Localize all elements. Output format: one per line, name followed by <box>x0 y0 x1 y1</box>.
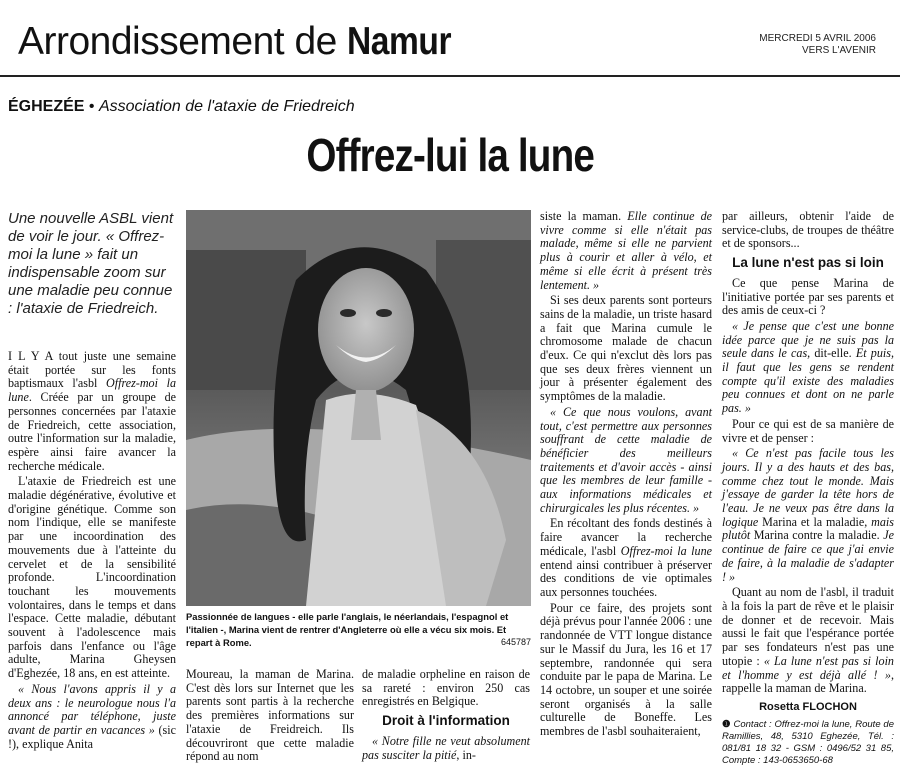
caption-text: Passionnée de langues - elle parle l'anglais, le néerlandais, l'espagnol et l'italien -, Marina vient de rentrer d'Angleterre où elle a vécu six mois. Et repart à Rome. <box>186 611 509 648</box>
text: Elle continue de vivre comme si elle n'était pas malade, même si elle ne parvient plus à courir et aller à vélo, et même si elle écrit à présent très lentement. » <box>540 209 712 292</box>
photo-caption <box>186 610 531 649</box>
paragraph <box>540 517 712 599</box>
paragraph: « Ce que nous voulons, avant tout, c'est permettre aux personnes souffrant de cette maladie de bénéficier des meilleurs traitements et d'avoir accès - ainsi que les membres de leur famille - aux informations médicales et chirurgicales les plus récentes. » <box>540 404 712 515</box>
column-1 <box>8 350 176 753</box>
paragraph <box>722 447 894 584</box>
paragraph: Moureau, la maman de Marina. C'est dès lors sur Internet que les parents sont partis à la recherche des premières informations sur l'ataxie de Freidreich. Ils découvriront que cette maladie répond au nom <box>186 667 354 764</box>
paragraph: L'ataxie de Friedreich est une maladie dégénérative, évolutive et d'origine génétique. Comme son nom l'indique, elle se manifeste par une incoordination des mouvements due à l'atteinte du cervelet et de la sensibilité profonde. L'incoordination touchant les mouvements volontaires, dans le temps et dans l'espace. Cette maladie, débutant souvent à l'adolescence mais parfois dans l'enfance ou l'âge adulte, Marina Gheysen d'Eghezée, 18 ans, en est atteinte. <box>8 474 176 681</box>
paragraph: Si ses deux parents sont porteurs sains de la maladie, un triste hasard a fait que Marina cumule le chromosome malade de chacun d'eux. Ce qui n'exclut dès lors pas que ses deux frères viennent un jour à présenter également des symptômes de la maladie. <box>540 293 712 404</box>
text: Je continue de faire ce que j'ai envie de faire, à la maladie de s'adapter ! » <box>722 528 894 584</box>
text: , in- <box>456 747 476 762</box>
text: Et puis, il faut que les gens se rendent compte qu'il existe des maladies peu connues et dont on ne parle pas. » <box>722 346 894 416</box>
text: Offrez-moi la lune <box>620 543 712 558</box>
issue-date: MERCREDI 5 AVRIL 2006 <box>759 33 876 44</box>
text: , rappelle la maman de Marina. <box>722 667 894 696</box>
text: dit-elle. <box>810 346 856 361</box>
text: « Nous l'avons appris il y a deux ans : le neurologue nous l'a annoncé par téléphone, juste avant de partir en vacances » <box>8 681 176 737</box>
paragraph <box>722 586 894 696</box>
contact-text: Contact : Offrez-moi la lune, Route de Ramillies, 48, 5310 Eghezée, Tél. : 081/81 18 32 - GSM : 0496/52 31 85, Compte : 143-0653650-68 <box>722 718 894 766</box>
text: siste la maman. <box>540 209 628 223</box>
paragraph: Pour ce faire, des projets sont déjà prévus pour l'année 2006 : une randonnée de VTT longue distance sur le Massif du Jura, les 16 et 17 septembre, randonnée qui sera conduite par le papa de Marina. Le 14 octobre, un souper et une soirée seront organisés à la salle culturelle de Boneffe. Les membres de l'asbl souhaiteraient, <box>540 600 712 739</box>
column-5 <box>722 210 894 767</box>
photo-number: 645787 <box>500 637 531 647</box>
kicker-place: ÉGHEZÉE <box>8 98 85 115</box>
text: entend ainsi contribuer à préserver des conditions de vie optimales aux personnes touchées. <box>540 557 712 599</box>
photo-marina <box>186 210 531 606</box>
text: Offrez-moi la lune <box>8 376 176 405</box>
author-signature: Rosetta FLOCHON <box>759 700 857 713</box>
text: En récoltant des fonds destinés à faire avancer la recherche médicale, l'asbl <box>540 516 712 558</box>
chapeau: Une nouvelle ASBL vient de voir le jour. « Offrez-moi la lune » fait un indispensable zoom sur une maladie peu connue : l'ataxie de Friedreich. <box>8 210 174 317</box>
paragraph <box>8 683 176 752</box>
masthead-prefix: Arrondissement de <box>18 20 348 63</box>
dateline <box>759 33 876 57</box>
masthead-region: Namur <box>347 20 452 63</box>
info-icon: ❶ <box>722 718 731 730</box>
text: . Créée par un groupe de personnes concernées par l'ataxie de Friedreich, cette association, outre l'information sur la maladie, espère ainsi faire avancer la recherche médicale. <box>8 390 176 473</box>
text: Quant au nom de l'asbl, il traduit à la fois la part de rêve et le plaisir de donner et de recevoir. Mais aussi le fait que l'espérance portée par ses fondateurs n'est pas une utopie : <box>722 585 894 668</box>
kicker-bullet: • <box>88 98 95 115</box>
text: mais plutôt <box>722 514 894 543</box>
column-2 <box>186 668 354 766</box>
paragraph <box>362 735 530 762</box>
paragraph <box>540 210 712 292</box>
column-4 <box>540 210 712 741</box>
text: « Ce n'est pas facile tous les jours. Il y a des hauts et des bas, comme chez tout le monde. Mais j'essaye de garder la tête hors de l'eau. Je ne veux pas être dans la logique <box>722 446 894 529</box>
paragraph: Pour ce qui est de sa manière de vivre et de penser : <box>722 416 894 445</box>
contact-info <box>722 719 894 767</box>
kicker-subtitle: Association de l'ataxie de Friedreich <box>98 98 355 115</box>
paragraph <box>8 350 176 473</box>
header-rule <box>0 75 900 77</box>
headline <box>0 128 900 182</box>
text: (sic !), explique Anita <box>8 722 176 751</box>
subhead-lune: La lune n'est pas si loin <box>732 255 884 271</box>
paragraph: de maladie orpheline en raison de sa rareté : environ 250 cas enregistrés en Belgique. <box>362 667 530 709</box>
text: Marina et la maladie, <box>758 514 872 529</box>
kicker <box>8 98 355 116</box>
paragraph <box>722 320 894 416</box>
text: Marina contre la maladie. <box>750 528 884 543</box>
text: « Notre fille ne veut absolument pas susciter la pitié <box>362 733 530 762</box>
text: I L Y A tout juste une semaine était portée sur les fonts baptismaux l'asbl <box>8 349 176 391</box>
text: « La lune n'est pas si loin et l'homme y est déjà allé ! » <box>722 653 894 682</box>
column-3 <box>362 668 530 764</box>
paragraph: par ailleurs, obtenir l'aide de service-clubs, de troupes de théâtre et de sponsors... <box>722 209 894 251</box>
subhead-droit: Droit à l'information <box>382 713 510 729</box>
masthead <box>18 22 468 61</box>
text: « Je pense que c'est une bonne idée parce que je ne suis pas la seule dans le cas, <box>722 318 894 361</box>
photo-image <box>186 210 531 606</box>
headline-text: Offrez-lui la lune <box>306 129 594 181</box>
paragraph: Ce que pense Marina de l'initiative portée par ses parents et des amis de ceux-ci ? <box>722 275 894 318</box>
newspaper-name: VERS L'AVENIR <box>802 45 876 56</box>
